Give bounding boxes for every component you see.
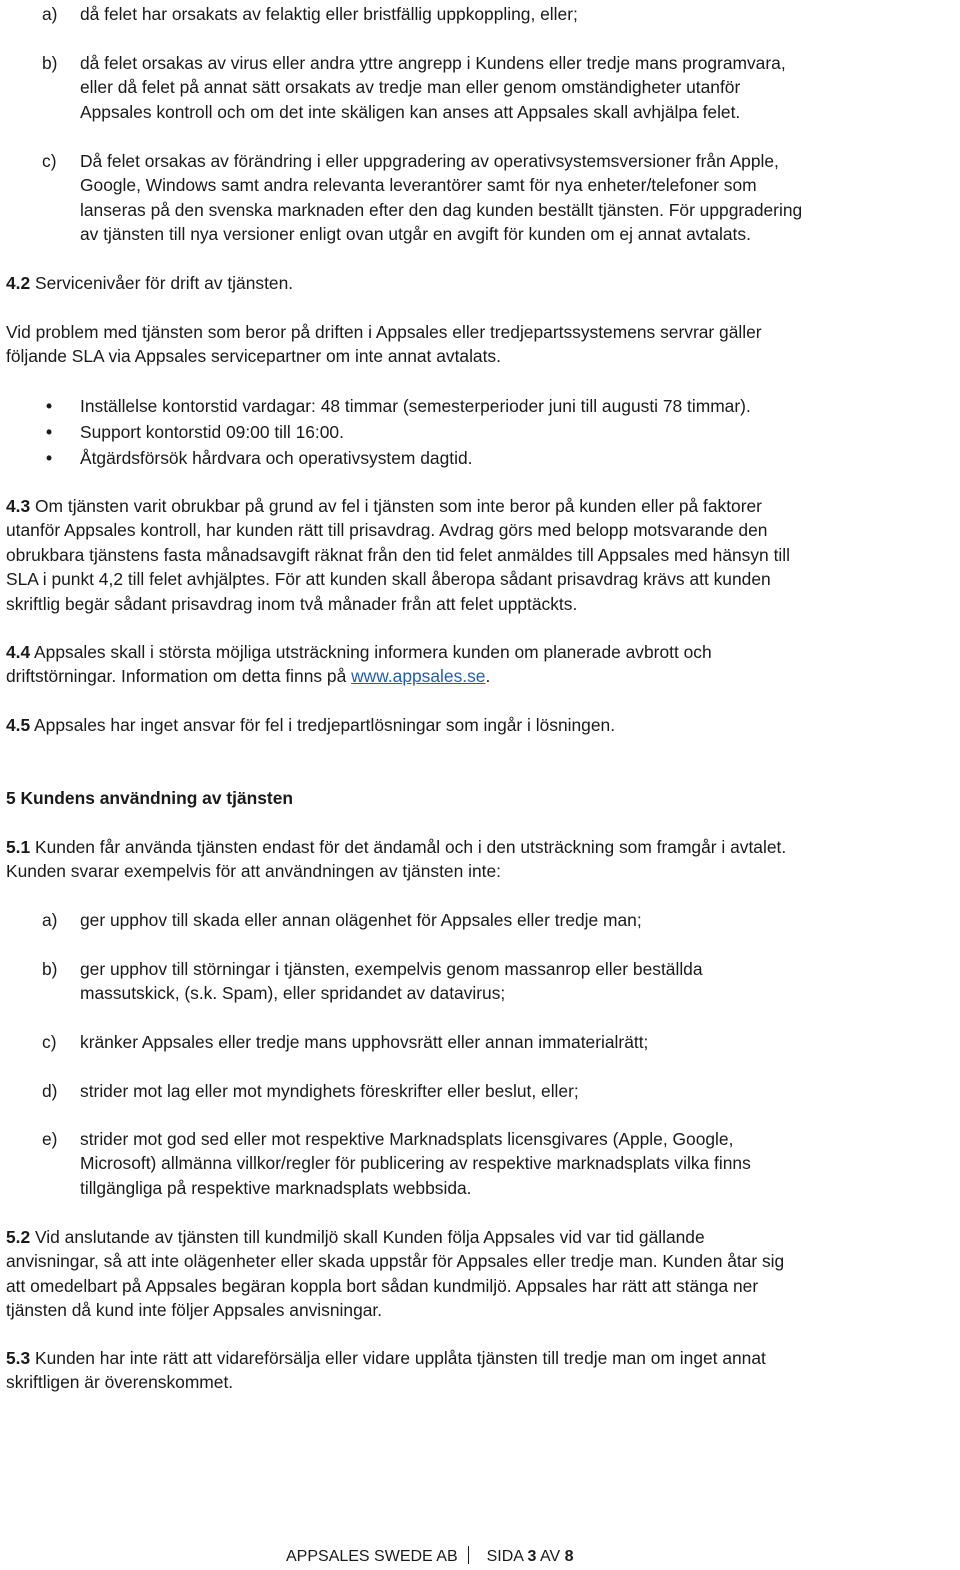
section-number: 4.5 [6, 715, 31, 735]
section-number: 4.4 [6, 642, 31, 662]
section-5-3: 5.3 Kunden har inte rätt att vidareförsälja eller vidare upplåta tjänsten till tredje man om inget annat skriftligen är överenskommet. [6, 1348, 766, 1393]
section-number: 5.3 [6, 1348, 31, 1368]
footer-divider [468, 1546, 469, 1564]
list-label: a) [42, 4, 58, 24]
list-label: b) [42, 959, 58, 979]
list-label: b) [42, 53, 58, 73]
section-4-4: 4.4 Appsales skall i största möjliga utsträckning informera kunden om planerade avbrott och driftstörningar. Information om detta finns på www.appsales.se. [6, 642, 712, 687]
document-page: a) då felet har orsakats av felaktig eller bristfällig uppkoppling, eller; b) då felet orsakas av virus eller andra yttre angrepp i Kundens eller tredje mans programvara, eller då felet på annat sätt orsakats av tredje man eller genom omständigheter utanför Appsales kontroll och om det inte skäligen kan anses att Appsales skall avhjälpa felet. c) Då felet orsakas av förändring i eller uppgradering av operativsystemsversioner från Apple, Google, Windows samt andra relevanta leverantörer samt för nya enheter/telefoner som lanseras på den svenska marknaden efter den dag kunden beställt tjänsten. För uppgradering av tjänsten till nya versioner enligt ovan utgår en avgift för kunden om ej annat avtalats. 4.2 Servicenivåer för drift av tjänsten. Vid problem med tjänsten som beror på driften i Appsales eller tredjepartssystemens servrar gäller följande SLA via Appsales servicepartner om inte annat avtalats. • Inställelse kontorstid vardagar: 48 timmar (semesterperioder juni till augusti 78 timmar). • Support kontorstid 09:00 till 16:00. • Åtgärdsförsök hårdvara och operativsystem dagtid. 4.3 Om tjänsten varit obrukbar på grund av fel i tjänsten som inte beror på kunden eller på faktorer utanför Appsales kontroll, har kunden rätt till prisavdrag. Avdrag görs med belopp motsvarande den obrukbara tjänstens fasta månadsavgift räknat från den tid felet anmäldes till Appsales med hänsyn till SLA i punkt 4,2 till felet avhjälptes. För att kunden skall åberopa sådant prisavdrag krävs att kunden skriftlig begär sådant prisavdrag inom två månader från att felet upptäckts. 4.4 Appsales skall i största möjliga utsträckning informera kunden om planerade avbrott och driftstörningar. Information om detta finns på www.appsales.se. 4.5 Appsales har inget ansvar för fel i tredjepartlösningar som ingår i lösningen. 5 Kundens användning av tjänsten 5.1 Kunden får använda tjänsten endast för det ändamål och i den utsträckning som framgår i avtalet. Kunden svarar exempelvis för att användningen av tjänsten inte: a) ger upphov till skada eller annan olägenhet för Appsales eller tredje man; b) ger upphov till störningar i tjänsten, exempelvis genom massanrop eller beställda massutskick, (s.k. Spam), eller spridandet av datavirus; c) kränker Appsales eller tredje mans upphovsrätt eller annan immaterialrätt; d) strider mot lag eller mot myndighets föreskrifter eller beslut, eller; e) strider mot god sed eller mot respektive Marknadsplats licensgivares (Apple, Google, Microsoft) allmänna villkor/regler för publicering av respektive marknadsplats vilka finns tillgängliga på respektive marknadsplats webbsida. 5.2 Vid anslutande av tjänsten till kundmiljö skall Kunden följa Appsales vid var tid gällande anvisningar, så att inte olägenheter eller skada uppstår för Appsales eller tredje man. Kunden åtar sig att omedelbart på Appsales begäran koppla bort sådan kundmiljö. Appsales har rätt att stänga ner tjänsten då kund inte följer Appsales anvisningar. 5.3 Kunden har inte rätt att vidareförsälja eller vidare upplåta tjänsten till tredje man om inget annat skriftligen är överenskommet. APPSALES SWEDE AB SIDA 3 AV 8 [0, 0, 960, 1570]
section-number: 4.3 [6, 496, 31, 516]
list-label: a) [42, 910, 58, 930]
section-number: 5.2 [6, 1227, 31, 1247]
list-text-line: Google, Windows samt andra relevanta leverantörer samt för nya enheter/telefoner som [80, 175, 757, 196]
section-4-2-intro: Vid problem med tjänsten som beror på driften i Appsales eller tredjepartssystemens servrar gäller följande SLA via Appsales servicepartner om inte annat avtalats. [6, 322, 762, 367]
website-link[interactable]: www.appsales.se [351, 666, 486, 687]
section-5-2: 5.2 Vid anslutande av tjänsten till kundmiljö skall Kunden följa Appsales vid var tid gällande anvisningar, så att inte olägenheter eller skada uppstår för Appsales eller tredje man. Kunden åtar sig att omedelbart på Appsales begäran koppla bort sådan kundmiljö. Appsales har rätt att stänga ner tjänsten då kund inte följer Appsales anvisningar. [6, 1227, 785, 1321]
footer-page-number: 3 [527, 1548, 537, 1565]
footer-company: APPSALES SWEDE AB [286, 1548, 458, 1565]
list-text-line: då felet orsakas av virus eller andra yttre angrepp i Kundens eller tredje mans programvara, [80, 53, 786, 73]
bullet-icon: • [45, 422, 53, 442]
section-4-2-heading: 4.2 Servicenivåer för drift av tjänsten. [6, 273, 294, 293]
section-4-3: 4.3 Om tjänsten varit obrukbar på grund av fel i tjänsten som inte beror på kunden eller på faktorer utanför Appsales kontroll, har kunden rätt till prisavdrag. Avdrag görs med belopp motsvarande den obrukbara tjänstens fasta månadsavgift räknat från den tid felet anmäldes till Appsales med hänsyn till SLA i punkt 4,2 till felet avhjälptes. För att kunden skall åberopa sådant prisavdrag krävs att kunden skriftlig begär sådant prisavdrag inom två månader från att felet upptäckts. [6, 496, 790, 614]
list-label: d) [42, 1081, 58, 1101]
page-footer: APPSALES SWEDE AB SIDA 3 AV 8 [286, 1548, 574, 1565]
list-label: c) [42, 1032, 57, 1052]
footer-page-total: 8 [564, 1548, 574, 1565]
list-text-line: Appsales kontroll och om det inte skäligen kan anses att Appsales skall avhjälpa felet. [80, 101, 741, 122]
section-4-5: 4.5 Appsales har inget ansvar för fel i tredjepartlösningar som ingår i lösningen. [6, 715, 616, 735]
bullet-icon: • [45, 448, 53, 468]
list-text-line: lanseras på den svenska marknaden efter den dag kunden beställt tjänsten. För uppgradering [80, 199, 803, 220]
list-label: e) [42, 1129, 58, 1149]
bullet-icon: • [45, 396, 53, 416]
section-5-heading: 5 Kundens användning av tjänsten [6, 788, 293, 808]
section-number: 5.1 [6, 837, 31, 857]
section-5-1: 5.1 Kunden får använda tjänsten endast för det ändamål och i den utsträckning som framgår i avtalet. Kunden svarar exempelvis för att användningen av tjänsten inte: [6, 837, 787, 882]
list-text-line: då felet har orsakats av felaktig eller bristfällig uppkoppling, eller; [80, 4, 578, 24]
list-text-line: Då felet orsakas av förändring i eller uppgradering av operativsystemsversioner från Apple, [80, 151, 779, 171]
list-text-line: eller då felet på annat sätt orsakats av tredje man eller genom omständigheter utanför [80, 77, 741, 98]
list-text-line: av tjänsten till nya versioner enligt ovan utgår en avgift för kunden om ej annat avtalats. [80, 224, 751, 245]
section-number: 4.2 [6, 273, 31, 293]
list-label: c) [42, 151, 57, 171]
